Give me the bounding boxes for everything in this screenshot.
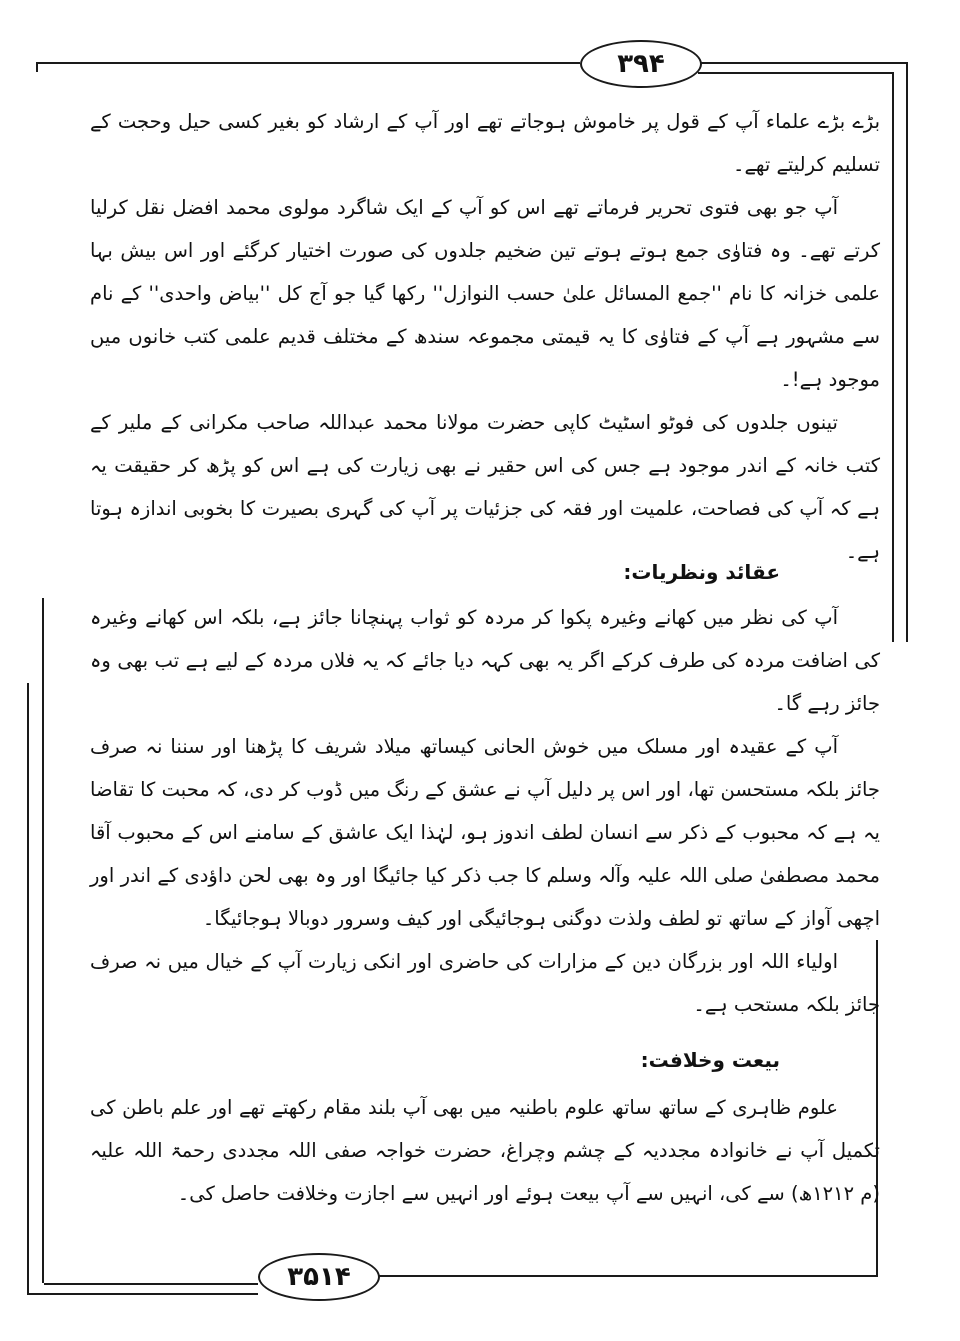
frame-bottom-line-right bbox=[376, 1275, 878, 1277]
frame-right-inner-line bbox=[892, 72, 894, 642]
frame-left-top-line bbox=[36, 62, 38, 72]
frame-bottom-line bbox=[44, 1283, 258, 1285]
beliefs-paragraph-1: آپ کی نظر میں کھانے وغیرہ پکوا کر مردہ کو ثواب پہنچانا جائز ہے، بلکہ اس کھانے وغیرہ کی اضافت مردہ کی طرف کرکے اگر یہ بھی کہہ دیا جائے کہ یہ فلاں مردہ کے لیے ہے تب بھی وہ جائز رہے گا۔ bbox=[90, 606, 880, 715]
beliefs-section bbox=[90, 596, 880, 1026]
page-number-bottom: ۳۵۱۴ bbox=[258, 1253, 380, 1301]
intro-paragraph-3: تینوں جلدوں کی فوٹو اسٹیٹ کاپی حضرت مولانا محمد عبداللہ صاحب مکرانی کے ملیر کے کتب خانہ کے اندر موجود ہے جس کی اس حقیر نے بھی زیارت کی ہے اس کو پڑھ کر حقیقت یہ ہے کہ آپ کی فصاحت، علمیت اور فقہ کی جزئیات پر آپ کی گہری بصیرت کا بخوبی اندازہ ہوتا ہے۔ bbox=[90, 411, 880, 563]
intro-section bbox=[90, 100, 880, 573]
allegiance-heading: بیعت وخلافت: bbox=[640, 1048, 780, 1072]
frame-bottom-line-outer bbox=[27, 1293, 258, 1295]
frame-right-outer-line bbox=[906, 62, 908, 642]
frame-top-line-inner bbox=[698, 72, 893, 74]
intro-paragraph-1: بڑے بڑے علماء آپ کے قول پر خاموش ہوجاتے تھے اور آپ کے ارشاد کو بغیر کسی حیل وحجت کے تسلیم کرلیتے تھے۔ bbox=[90, 110, 880, 176]
allegiance-section bbox=[90, 1086, 880, 1215]
beliefs-paragraph-2: آپ کے عقیدہ اور مسلک میں خوش الحانی کیساتھ میلاد شریف کا پڑھنا اور سننا نہ صرف جائز بلکہ مستحسن تھا، اور اس پر دلیل آپ نے عشق کے رنگ میں ڈوب کر دی، کہ محبت کا تقاضا یہ ہے کہ محبوب کے ذکر سے انسان لطف اندوز ہو، لہٰذا ایک عاشق کے سامنے اس کے محبوب آقا محمد مصطفیٰ صلی اللہ علیہ وآلہ وسلم کا جب ذکر کیا جائیگا اور وہ بھی لحن داؤدی کے اندر اور اچھی آواز کے ساتھ تو لطف ولذت دوگنی ہوجائیگی اور کیف وسرور دوبالا ہوجائیگا۔ bbox=[90, 735, 880, 930]
frame-left-lower-outer-line bbox=[42, 598, 44, 1283]
intro-paragraph-2: آپ جو بھی فتوی تحریر فرماتے تھے اس کو آپ کے ایک شاگرد مولوی محمد افضل نقل کرلیا کرتے تھے۔ وہ فتاوٰی جمع ہوتے ہوتے تین ضخیم جلدوں کی صورت اختیار کرگئے اور اس بیش بہا علمی خزانہ کا نام ''جمع المسائل علیٰ حسب النوازل'' رکھا گیا جو آج کل ''بیاض واحدی'' کے نام سے مشہور ہے آپ کے فتاوٰی کا یہ قیمتی مجموعہ سندھ کے مختلف قدیم علمی کتب خانوں میں موجود ہے!۔ bbox=[90, 196, 880, 391]
beliefs-paragraph-3: اولیاء اللہ اور بزرگان دین کے مزارات کی حاضری اور انکی زیارت آپ کے خیال میں نہ صرف جائز بلکہ مستحب ہے۔ bbox=[90, 950, 880, 1016]
frame-left-lower-inner-line bbox=[27, 683, 29, 1293]
allegiance-paragraph-1: علوم ظاہری کے ساتھ ساتھ علوم باطنیہ میں بھی آپ بلند مقام رکھتے تھے اور علم باطن کی تکمیل آپ نے خانوادہ مجددیہ کے چشم وچراغ، حضرت خواجہ صفی اللہ مجددی رحمۃ اللہ علیہ (م ۱۲۱۲ھ) سے کی، انہیں سے آپ بیعت ہوئے اور انہیں سے اجازت وخلافت حاصل کی۔ bbox=[90, 1096, 880, 1205]
page-number-top: ۳۹۴ bbox=[580, 40, 702, 88]
frame-top-line-right bbox=[698, 62, 907, 64]
frame-top-line bbox=[36, 62, 580, 64]
beliefs-heading: عقائد ونظریات: bbox=[623, 560, 780, 584]
